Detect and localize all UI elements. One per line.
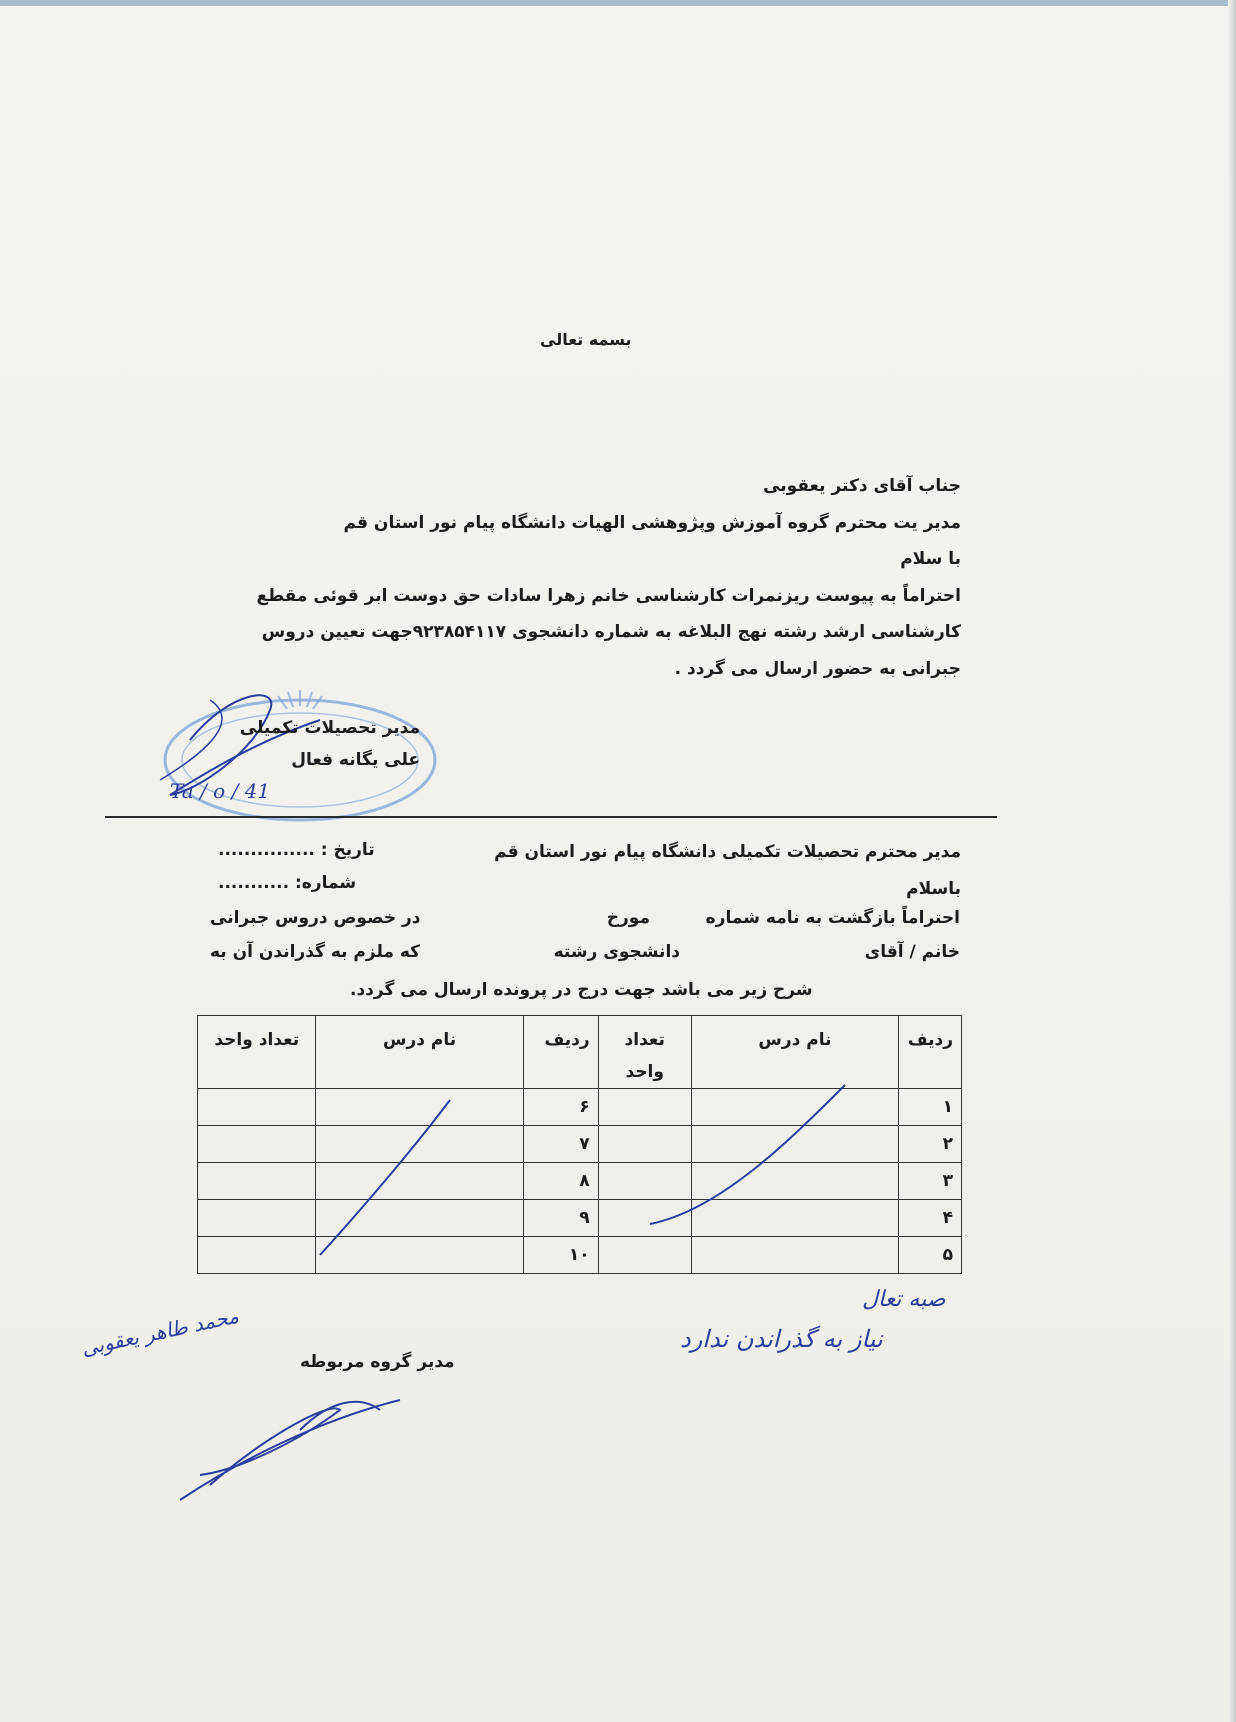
table-header-row <box>198 1016 962 1089</box>
scan-top-edge <box>0 0 1236 6</box>
date-field: تاریخ : ............... <box>218 840 375 860</box>
table-cell <box>198 1163 316 1200</box>
table-cell <box>691 1126 898 1163</box>
table-cell <box>598 1237 691 1274</box>
table-header-cell: نام درس <box>316 1016 523 1089</box>
first-letter-position: مدیر یت محترم گروه آموزش وپژوهشی الهیات دانشگاه پیام نور استان قم <box>343 512 961 533</box>
table-cell <box>316 1163 523 1200</box>
handwritten-note-line-2: نیاز به گذراندن ندارد <box>680 1325 883 1353</box>
table-cell <box>691 1089 898 1126</box>
second-letter-greeting: باسلام <box>906 879 961 899</box>
first-letter-line-1: احتراماً به پیوست ریزنمرات کارشناسی خانم زهرا سادات حق دوست ابر قوئی مقطع <box>256 585 961 606</box>
first-letter-line-2: کارشناسی ارشد رشته نهج البلاغه به شماره دانشجوی ۹۲۳۸۵۴۱۱۷جهت تعیین دروس <box>261 622 961 642</box>
second-letter-addressee: مدیر محترم تحصیلات تکمیلی دانشگاه پیام نور استان قم <box>494 842 961 862</box>
svg-text:Ta / o / 41: Ta / o / 41 <box>170 779 271 803</box>
first-letter-line-3: جبرانی به حضور ارسال می گردد . <box>674 658 961 679</box>
student-part-2: دانشجوی رشته <box>553 942 680 962</box>
table-intro: شرح زیر می باشد جهت درج در پرونده ارسال می گردد. <box>350 980 813 1000</box>
table-cell <box>316 1200 523 1237</box>
table-cell <box>198 1089 316 1126</box>
table-cell: ۹ <box>523 1200 598 1237</box>
reference-part-1: احتراماً بازگشت به نامه شماره <box>705 908 960 928</box>
table-header-cell: تعداد واحد <box>198 1016 316 1089</box>
number-field: شماره: ........... <box>218 873 357 893</box>
table-header-cell: تعداد واحد <box>598 1016 691 1089</box>
reference-part-3: در خصوص دروس جبرانی <box>210 908 421 928</box>
table-cell: ۸ <box>523 1163 598 1200</box>
table-row <box>198 1237 962 1274</box>
table-row <box>198 1126 962 1163</box>
dept-head-signature <box>180 1400 400 1500</box>
table-cell <box>691 1163 898 1200</box>
handwritten-note-line-1: صبه تعال <box>862 1287 946 1312</box>
first-letter-body <box>241 468 961 687</box>
table-cell: ۷ <box>523 1126 598 1163</box>
table-cell <box>198 1237 316 1274</box>
table-cell <box>316 1237 523 1274</box>
table-cell <box>598 1163 691 1200</box>
signer-title: مدیر تحصیلات تکمیلی <box>239 718 420 738</box>
compensatory-courses-table <box>197 1015 962 1274</box>
table-cell: ۲ <box>899 1126 962 1163</box>
table-header-cell: نام درس <box>691 1016 898 1089</box>
section-divider <box>105 816 997 818</box>
table-cell: ۱ <box>899 1089 962 1126</box>
scan-right-edge <box>1228 0 1236 1722</box>
table-cell <box>198 1200 316 1237</box>
table-cell <box>316 1126 523 1163</box>
table-cell <box>316 1089 523 1126</box>
table-header-cell: ردیف <box>523 1016 598 1089</box>
dept-head-label: مدیر گروه مربوطه <box>300 1352 455 1372</box>
dept-head-handwritten-name: محمد طاهر یعقوبی <box>79 1303 241 1361</box>
table-row <box>198 1089 962 1126</box>
table-cell: ۶ <box>523 1089 598 1126</box>
table-cell <box>198 1126 316 1163</box>
signer-name: علی یگانه فعال <box>291 750 420 770</box>
table-header-cell: ردیف <box>899 1016 962 1089</box>
table-cell <box>691 1200 898 1237</box>
table-cell <box>691 1237 898 1274</box>
table-cell: ۵ <box>899 1237 962 1274</box>
table-cell: ۳ <box>899 1163 962 1200</box>
table-cell: ۴ <box>899 1200 962 1237</box>
first-letter-signature-block <box>200 712 420 776</box>
student-part-1: خانم / آقای <box>864 942 960 962</box>
reference-part-2: مورخ <box>606 908 650 928</box>
table-cell <box>598 1089 691 1126</box>
table-row <box>198 1163 962 1200</box>
first-letter-addressee: جناب آقای دکتر یعقوبی <box>763 476 961 496</box>
basmala-heading: بسمه تعالی <box>540 330 632 349</box>
table-row <box>198 1200 962 1237</box>
table-cell <box>598 1126 691 1163</box>
table-cell: ۱۰ <box>523 1237 598 1274</box>
table-cell <box>598 1200 691 1237</box>
first-letter-greeting: با سلام <box>900 549 961 569</box>
student-part-3: که ملزم به گذراندن آن به <box>210 942 421 962</box>
